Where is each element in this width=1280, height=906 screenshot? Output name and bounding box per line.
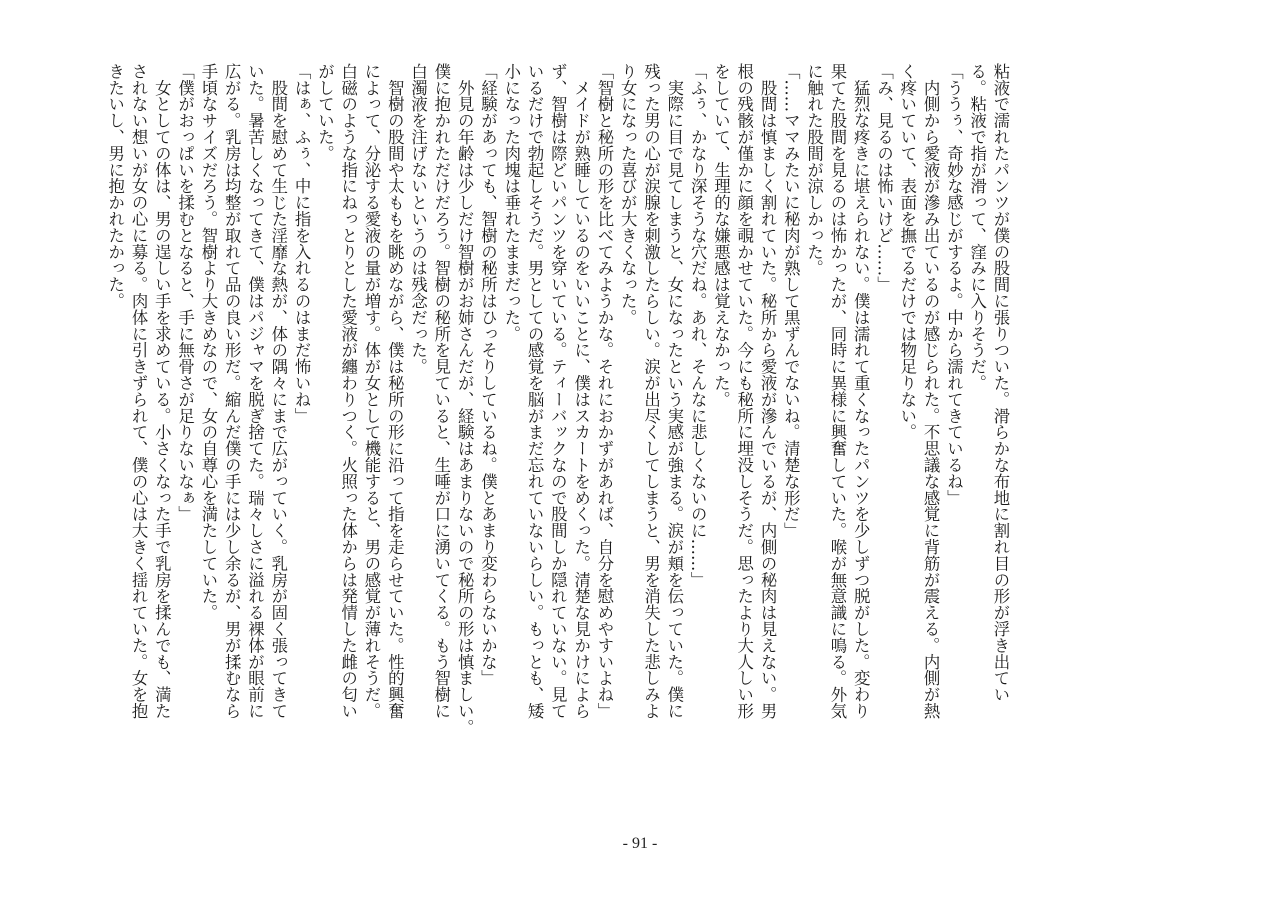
text-line: 白磁のような指にねっとりとした愛液が纏わりつく。火照った体からは発情した雌の匂い <box>338 63 358 719</box>
text-line: 実際に目で見てしまうと、女になったという実感が強まる。涙が頬を伝っていた。僕に <box>664 63 684 719</box>
text-line: いるだけで勃起しそうだ。男としての感覚を脳がまだ忘れていないらしい。もっとも、矮 <box>525 63 545 719</box>
text-line: 股間を慰めて生じた淫靡な熱が、体の隅々にまで広がっていく。乳房が固く張ってきて <box>268 63 288 719</box>
text-line: 外見の年齢は少しだけ智樹がお姉さんだが、経験はあまりないので秘所の形は慎ましい。 <box>455 63 475 736</box>
text-line: 内側から愛液が滲み出ているのが感じられた。不思議な感覚に背筋が震える。内側が熱 <box>921 63 941 719</box>
text-line: 「……ママみたいに秘肉が熟して黒ずんでないね。清楚な形だ」 <box>781 63 801 539</box>
page-number: - 91 - <box>622 835 658 852</box>
text-line: り女になった喜びが大きくなった。 <box>618 63 638 326</box>
body-text <box>103 63 1012 736</box>
text-line: がしていた。 <box>315 63 335 162</box>
text-line: 果てた股間を見るのは怖かったが、同時に異様に興奮していた。喉が無意識に鳴る。外気 <box>827 63 847 719</box>
text-line: きたいし、男に抱かれたかった。 <box>105 63 125 309</box>
text-line: 「智樹と秘所の形を比べてみようかな。それにおかずがあれば、自分を慰めやすいよね」 <box>594 63 614 719</box>
text-line: いた。暑苦しくなってきて、僕はパジャマを脱ぎ捨てた。瑞々しさに溢れる裸体が眼前に <box>245 63 265 719</box>
text-line: 僕に抱かれただけだろう。智樹の秘所を見ていると、生唾が口に湧いてくる。もう智樹に <box>431 63 451 719</box>
text-line: 残った男の心が涙腺を刺激したらしい。涙が出尽くしてしまうと、男を消失した悲しみよ <box>641 63 661 719</box>
text-line: によって、分泌する愛液の量が増す。体が女として機能すると、男の感覚が薄れそうだ。 <box>361 63 381 719</box>
text-line: されない想いが女の心に募る。肉体に引きずられて、僕の心は大きく揺れていた。女を抱 <box>129 63 149 719</box>
text-line: 女としての体は、男の逞しい手を求めている。小さくなった手で乳房を揉んでも、満た <box>152 63 172 719</box>
text-line: 手頃なサイズだろう。智樹より大きめなので、女の自尊心を満たしていた。 <box>198 63 218 621</box>
text-line: く疼いていて、表面を撫でるだけでは物足りない。 <box>897 63 917 441</box>
text-line: 小になった肉塊は垂れたままだった。 <box>501 63 521 342</box>
text-line: 「ううぅ、奇妙な感じがするよ。中から濡れてきているね」 <box>944 63 964 506</box>
text-line: 粘液で濡れたパンツが僕の股間に張りついた。滑らかな布地に割れ目の形が浮き出てい <box>991 63 1010 703</box>
text-line: 「はぁ、ふぅ、中に指を入れるのはまだ怖いね」 <box>292 63 312 424</box>
text-line: 猛烈な疼きに堪えられない。僕は濡れて重くなったパンツを少しずつ脱がした。変わり <box>851 63 871 719</box>
text-line: 白濁液を注げないというのは残念だった。 <box>408 63 428 375</box>
text-line: メイドが熟睡しているのをいいことに、僕はスカートをめくった。清楚な見かけによら <box>571 63 591 719</box>
text-line: ず、智樹は際どいパンツを穿いている。ティーバックなので股間しか隠れていない。見て <box>548 63 568 719</box>
text-line: 「ふぅ、かなり深そうな穴だね。あれ、そんなに悲しくないのに……」 <box>688 63 708 588</box>
text-line: をしていて、生理的な嫌悪感は覚えなかった。 <box>711 63 731 408</box>
text-line: 根の残骸が僅かに顔を覗かせていた。今にも秘所に埋没しそうだ。思ったより大人しい形 <box>734 63 754 719</box>
text-line: 股間は慎ましく割れていた。秘所から愛液が滲んでいるが、内側の秘肉は見えない。男 <box>758 63 778 719</box>
text-line: 「み、見るのは怖いけど……」 <box>874 63 894 293</box>
text-line: 智樹の股間や太ももを眺めながら、僕は秘所の形に沿って指を走らせていた。性的興奮 <box>385 63 405 719</box>
text-line: 「経験があっても、智樹の秘所はひっそりしているね。僕とあまり変わらないかな」 <box>478 63 498 687</box>
text-line: 「僕がおっぱいを揉むとなると、手に無骨さが足りないなぁ」 <box>175 63 195 523</box>
text-line: 広がる。乳房は均整が取れて品の良い形だ。縮んだ僕の手には少し余るが、男が揉むなら <box>222 63 242 719</box>
text-line: る。粘液で指が滑って、窪みに入りそうだ。 <box>967 63 987 391</box>
text-line: に触れた股間が涼しかった。 <box>804 63 824 277</box>
